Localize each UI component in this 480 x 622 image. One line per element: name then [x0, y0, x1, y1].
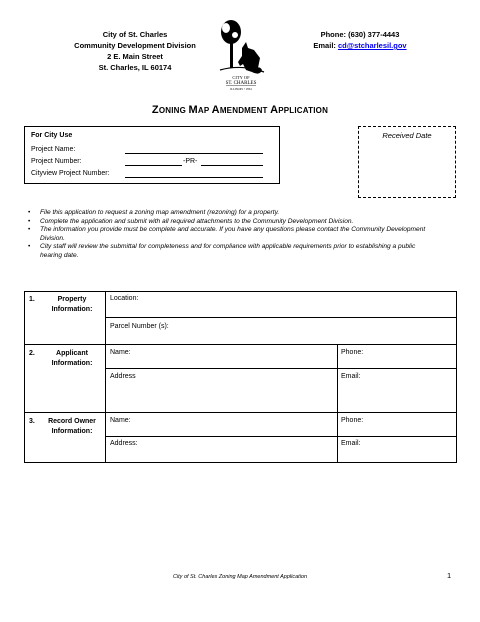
svg-text:ST. CHARLES: ST. CHARLES: [225, 81, 257, 86]
contact-block: [300, 29, 420, 51]
project-name-line[interactable]: [125, 153, 263, 154]
bullet-icon: •: [28, 217, 31, 225]
section-owner-label: Record Owner Information:: [48, 418, 96, 435]
phone-text: Phone: (630) 377-4443: [320, 30, 400, 39]
applicant-name-field[interactable]: Name:: [110, 349, 131, 356]
svg-text:ILLINOIS • 1834: ILLINOIS • 1834: [230, 87, 252, 91]
organization-block: [40, 29, 230, 73]
applicant-email-field[interactable]: Email:: [341, 373, 361, 380]
page-number: 1: [447, 571, 452, 580]
instruction-item: • The information you provide must be complete and accurate. If you have any questions please contact the Community Development Division.: [28, 226, 426, 242]
project-number-infix: -PR-: [183, 158, 198, 165]
cityview-number-label: Cityview Project Number:: [31, 170, 110, 177]
org-name: City of St. Charles: [102, 30, 168, 39]
received-date-label: Received Date: [382, 131, 432, 140]
instructions-list: [26, 209, 436, 261]
section-applicant-number: 2.: [29, 350, 35, 357]
applicant-phone-field[interactable]: Phone:: [341, 349, 364, 356]
owner-name-field[interactable]: Name:: [110, 417, 131, 424]
page-footer: City of St. Charles Zoning Map Amendment Application: [172, 574, 308, 580]
owner-phone-field[interactable]: Phone:: [341, 417, 364, 424]
owner-email-field[interactable]: Email:: [341, 440, 361, 447]
email-line: [300, 40, 420, 51]
location-field[interactable]: Location:: [110, 295, 139, 302]
instruction-item: • File this application to request a zoning map amendment (rezoning) for a property.: [28, 209, 280, 216]
project-number-line-a[interactable]: [125, 165, 182, 166]
bullet-icon: •: [28, 209, 31, 216]
instruction-item: • City staff will review the submittal for completeness and for compliance with applicable requirements prior to establishing a public hearing date.: [28, 243, 416, 259]
project-number-line-b[interactable]: [201, 165, 263, 166]
section-applicant-label: Applicant Information:: [51, 350, 93, 367]
application-form-table: [24, 291, 457, 463]
page-title: ZONING MAP AMENDMENT APPLICATION: [151, 104, 329, 116]
parcel-number-field[interactable]: Parcel Number (s):: [110, 323, 169, 330]
fox-tree-logo-icon: [216, 18, 266, 92]
section-property-number: 1.: [29, 296, 35, 303]
city-use-box: [24, 126, 280, 184]
svg-text:CITY OF: CITY OF: [232, 75, 250, 80]
org-division: Community Development Division: [74, 41, 196, 50]
city-logo: [216, 18, 266, 92]
owner-address-field[interactable]: Address:: [110, 440, 138, 447]
org-street: 2 E. Main Street: [107, 52, 163, 61]
applicant-address-field[interactable]: Address: [110, 373, 136, 380]
project-number-label: Project Number:: [31, 158, 82, 165]
section-property-label: Property Information:: [51, 296, 93, 313]
project-name-label: Project Name:: [31, 146, 76, 153]
bullet-icon: •: [28, 243, 31, 251]
cityview-number-line[interactable]: [125, 177, 263, 178]
org-city: St. Charles, IL 60174: [98, 63, 172, 72]
section-owner-number: 3.: [29, 418, 35, 425]
received-date-box: [358, 126, 456, 198]
bullet-icon: •: [28, 226, 31, 234]
email-label: Email:: [313, 41, 336, 50]
email-link[interactable]: cd@stcharlesil.gov: [338, 41, 407, 50]
city-use-heading: For City Use: [31, 132, 73, 139]
instruction-item: • Complete the application and submit with all required attachments to the Community Development Division.: [28, 217, 354, 225]
